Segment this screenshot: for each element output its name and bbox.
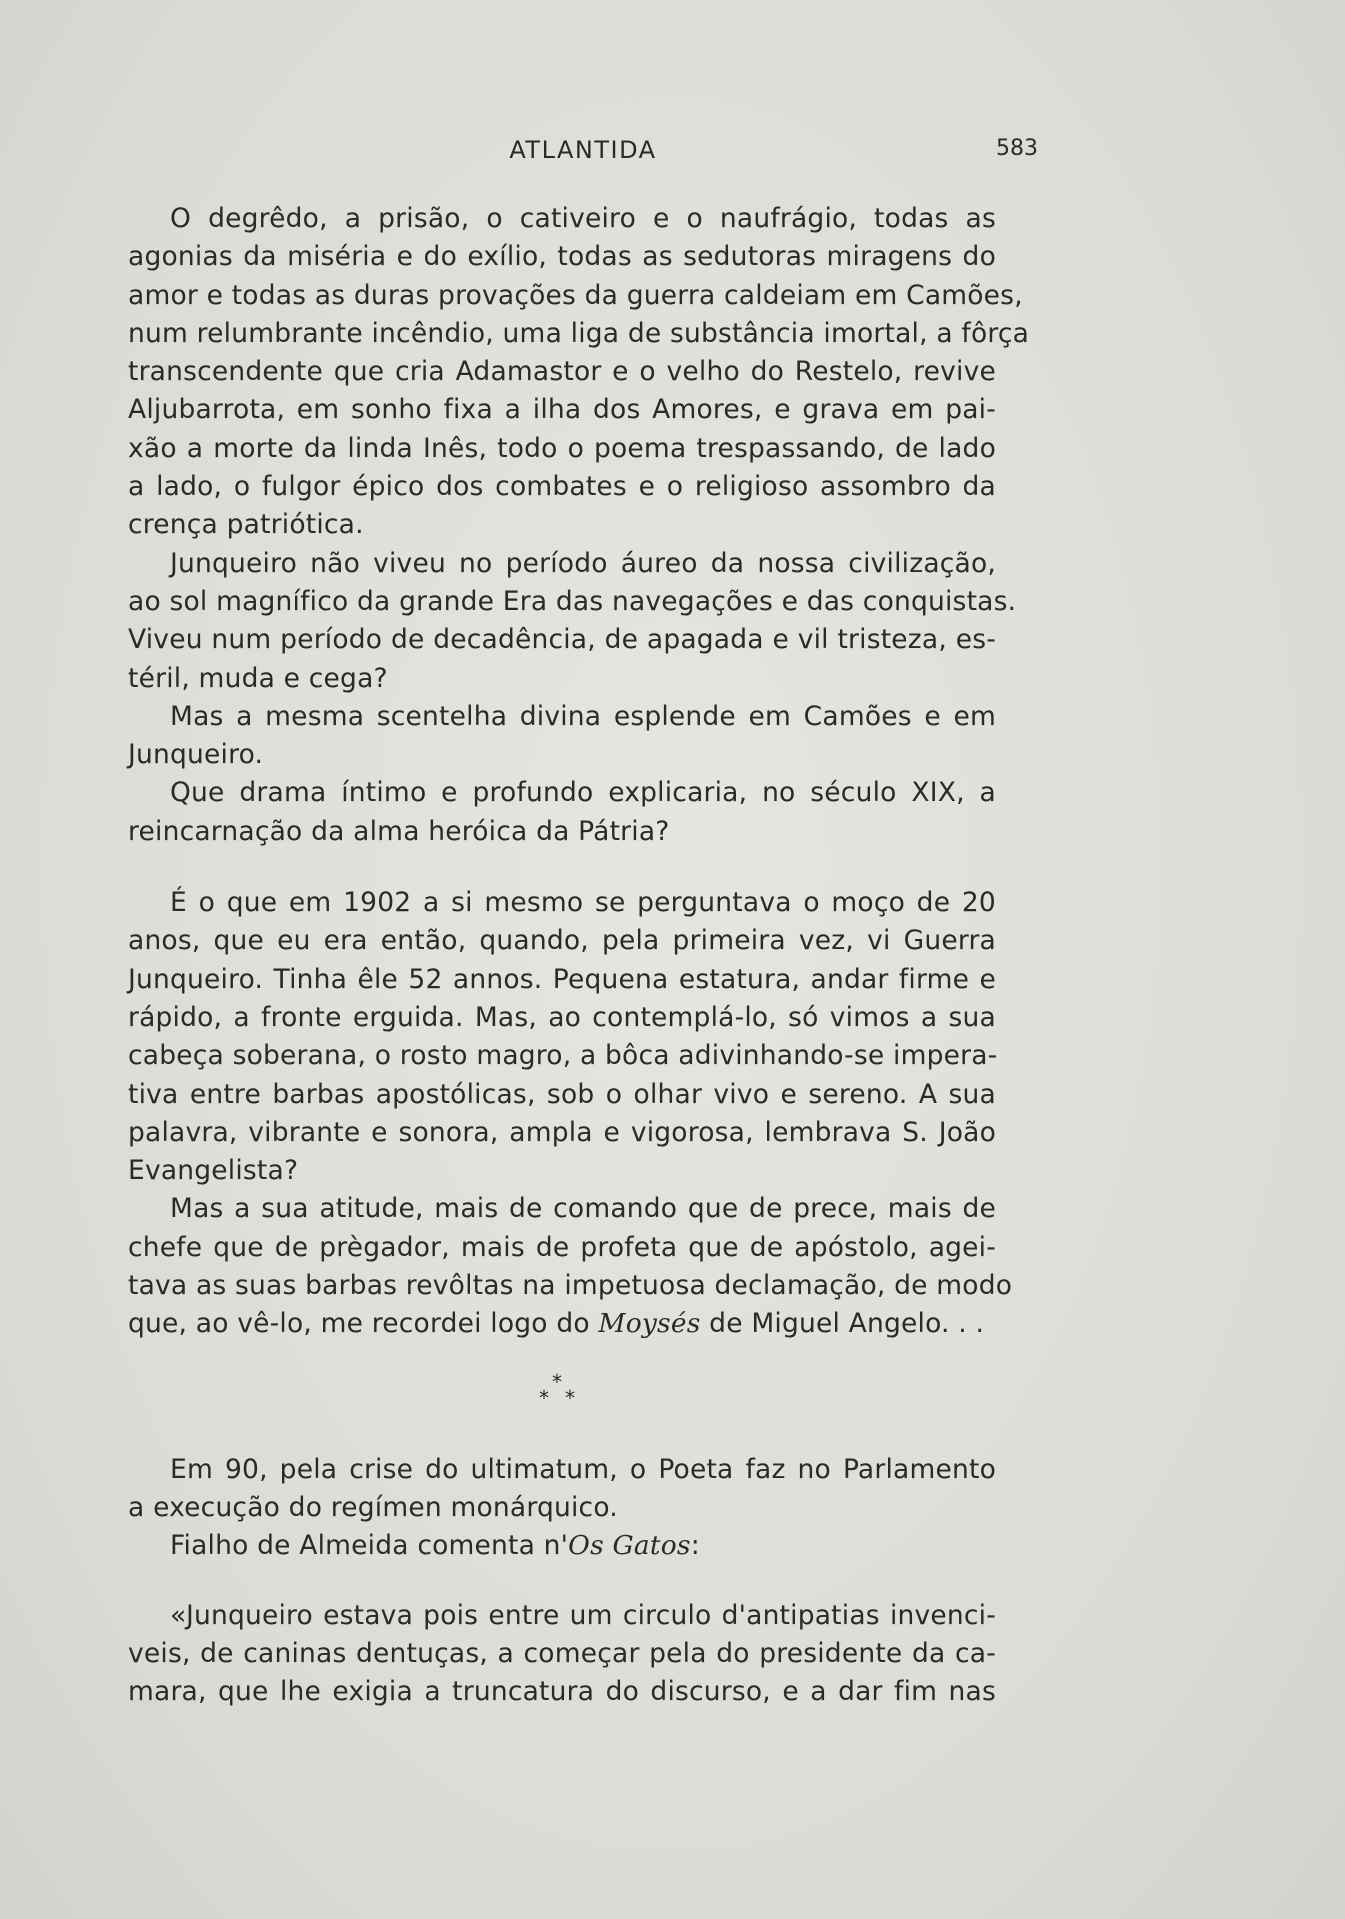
text-fragment: que, ao vê-lo, me recordei logo do: [128, 1308, 599, 1340]
text-line: amor e todas as duras provações da guerra caldeiam em Camões,: [128, 279, 1023, 311]
text-fragment: de Miguel Angelo. . .: [700, 1308, 985, 1340]
quote-gap: [128, 1566, 996, 1597]
text-line: Mas a mesma scentelha divina esplende em Camões e em: [170, 700, 996, 732]
page-number: 583: [996, 136, 1038, 161]
quotation-paragraph: [128, 1597, 996, 1712]
section-gap: [128, 1418, 996, 1451]
text-line: O degrêdo, a prisão, o cativeiro e o naufrágio, todas as: [170, 203, 996, 234]
running-title: ATLANTIDA: [509, 136, 657, 164]
paragraph: [128, 884, 996, 1190]
paragraph: [128, 200, 1030, 545]
text-line: num relumbrante incêndio, uma liga de substância imortal, a fôrça: [128, 317, 1030, 349]
text-line: Junqueiro.: [128, 739, 264, 771]
running-head: [128, 136, 1038, 172]
paragraph: [128, 545, 1017, 698]
text-line: téril, muda e cega?: [128, 662, 388, 694]
italic-title: Moysés: [598, 1308, 701, 1340]
paragraph: [128, 1190, 1013, 1343]
text-line: a execução do regímen monárquico.: [128, 1491, 618, 1523]
text-line: «Junqueiro estava pois entre um circulo d'antipatias invenci-: [170, 1599, 996, 1631]
italic-title: Os Gatos: [568, 1530, 691, 1562]
asterisk: *: [539, 1385, 549, 1410]
text-line: rápido, a fronte erguida. Mas, ao contemplá-lo, só vimos a sua: [128, 1001, 996, 1033]
text-line: agonias da miséria e do exílio, todas as sedutoras miragens do: [128, 241, 996, 273]
asterisk: *: [565, 1385, 575, 1410]
paragraph: [128, 1451, 996, 1528]
text-line: É o que em 1902 a si mesmo se perguntava o moço de 20: [170, 887, 996, 919]
text-line: crença patriótica.: [128, 509, 364, 541]
asterisk: *: [552, 1369, 562, 1394]
text-line: [128, 1305, 996, 1343]
text-line: [128, 1527, 996, 1565]
text-line: transcendente que cria Adamastor e o velho do Restelo, revive: [128, 356, 996, 388]
body-text: [128, 200, 1030, 1711]
text-line: chefe que de prègador, mais de profeta que de apóstolo, agei-: [128, 1231, 996, 1263]
text-line: tava as suas barbas revôltas na impetuosa declamação, de modo: [128, 1270, 1013, 1302]
text-line: Viveu num período de decadência, de apagada e vil tristeza, es-: [128, 624, 996, 656]
asterism: [128, 1366, 996, 1418]
text-line: Evangelista?: [128, 1155, 299, 1187]
text-line: a lado, o fulgor épico dos combates e o religioso assombro da: [128, 471, 996, 503]
text-line: anos, que eu era então, quando, pela primeira vez, vi Guerra: [128, 925, 996, 957]
paragraph: [128, 774, 996, 851]
text-fragment: :: [690, 1530, 700, 1562]
text-line: mara, que lhe exigia a truncatura do discurso, e a dar fim nas: [128, 1676, 996, 1708]
text-line: Que drama íntimo e profundo explicaria, no século XIX, a: [170, 777, 996, 809]
paragraph: [128, 1527, 996, 1565]
text-line: xão a morte da linda Inês, todo o poema trespassando, de lado: [128, 432, 996, 464]
text-line: Junqueiro. Tinha êle 52 annos. Pequena estatura, andar firme e: [128, 963, 996, 995]
text-line: palavra, vibrante e sonora, ampla e vigorosa, lembrava S. João: [128, 1116, 996, 1148]
text-line: Junqueiro não viveu no período áureo da nossa civilização,: [170, 547, 996, 579]
text-line: Mas a sua atitude, mais de comando que de prece, mais de: [170, 1193, 996, 1225]
text-line: cabeça soberana, o rosto magro, a bôca adivinhando-se impera-: [128, 1040, 998, 1072]
text-line: Em 90, pela crise do ultimatum, o Poeta faz no Parlamento: [170, 1453, 996, 1485]
text-line: Aljubarrota, em sonho fixa a ilha dos Amores, e grava em pai-: [128, 394, 996, 426]
text-line: ao sol magnífico da grande Era das navegações e das conquistas.: [128, 585, 1017, 617]
paragraph: [128, 698, 996, 775]
text-line: veis, de caninas dentuças, a começar pela do presidente da ca-: [128, 1637, 996, 1669]
paragraph-gap: [128, 851, 996, 884]
section-gap: [128, 1344, 996, 1366]
text-line: tiva entre barbas apostólicas, sob o olhar vivo e sereno. A sua: [128, 1078, 996, 1110]
text-fragment: Fialho de Almeida comenta n': [170, 1530, 569, 1562]
text-line: reincarnação da alma heróica da Pátria?: [128, 815, 670, 847]
